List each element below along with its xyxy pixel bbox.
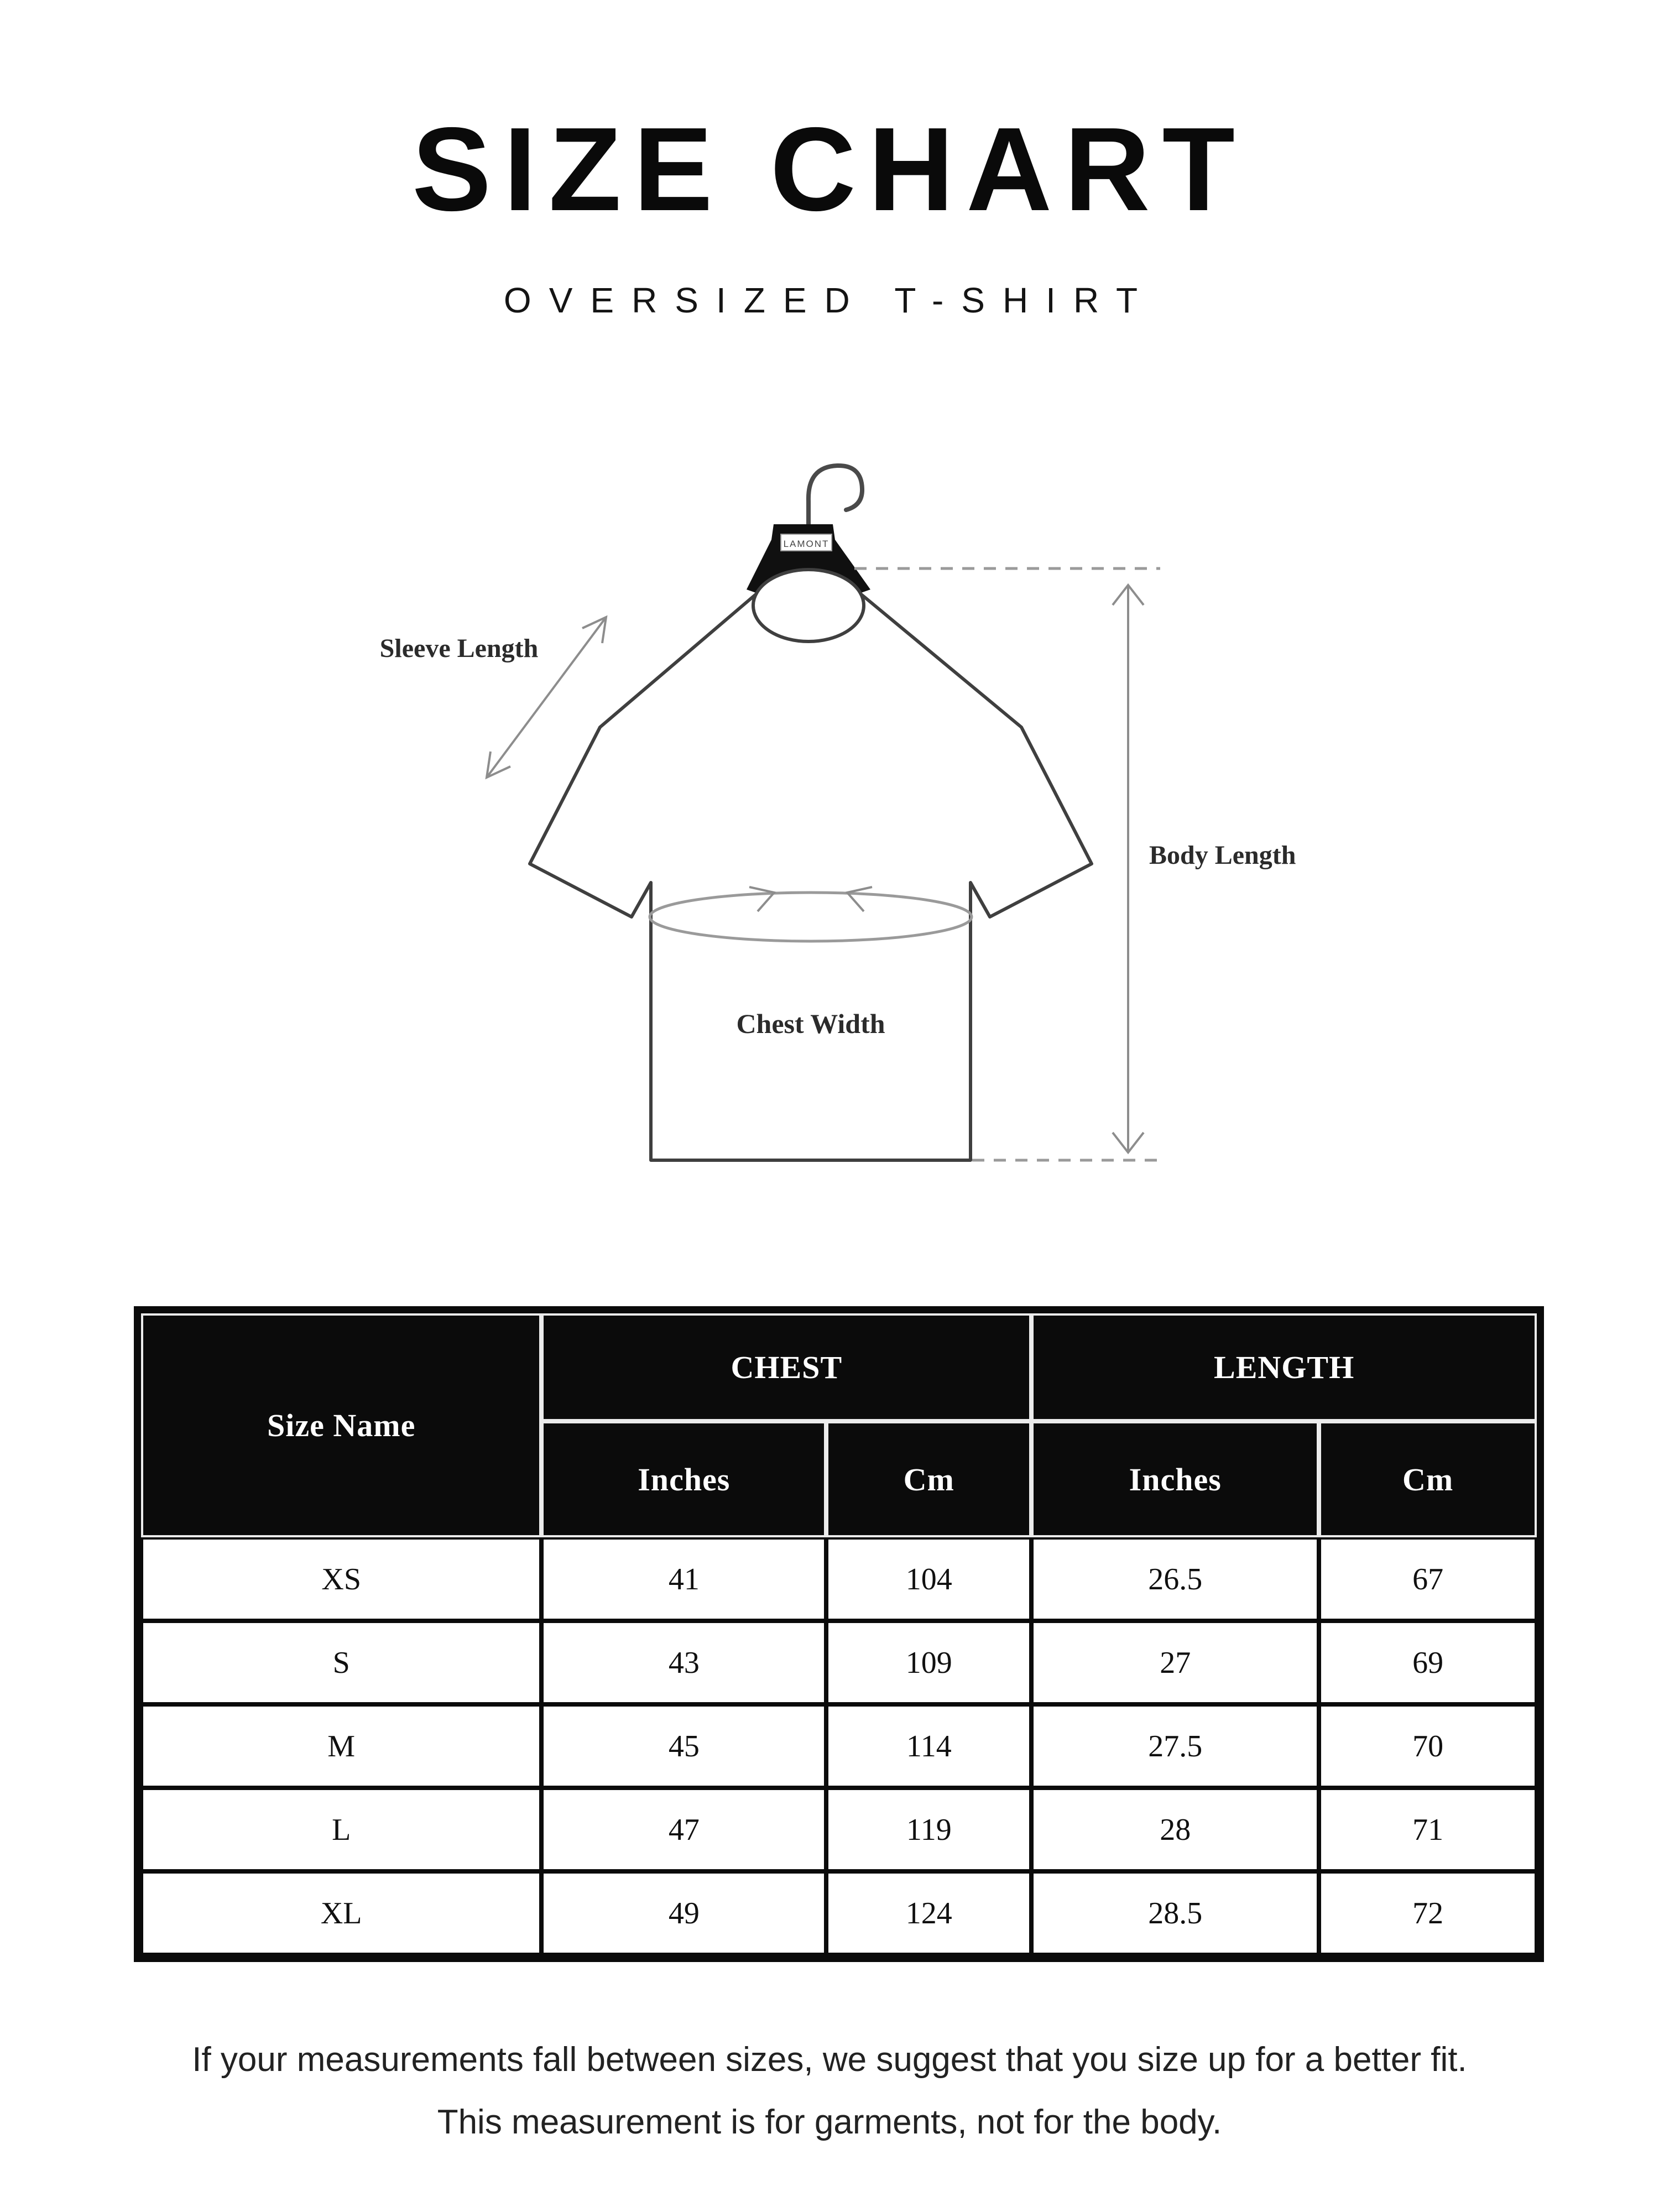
- length-cm-cell: 67: [1319, 1537, 1537, 1621]
- table-header: [141, 1313, 1537, 1537]
- chest-inches-cell: 45: [541, 1704, 826, 1788]
- table-row-xs: [141, 1537, 1537, 1621]
- body-length-label: Body Length: [1149, 841, 1296, 870]
- page-subtitle: OVERSIZED T-SHIRT: [503, 280, 1156, 320]
- sleeve-length-label: Sleeve Length: [379, 634, 539, 663]
- chest-cm-cell: 124: [826, 1871, 1031, 1955]
- length-inches-cell: 27: [1031, 1621, 1319, 1704]
- length-cm-cell: 69: [1319, 1621, 1537, 1704]
- fit-note-line1: If your measurements fall between sizes, we suggest that you size up for a better fit.: [192, 2041, 1467, 2079]
- length-cm-cell: 70: [1319, 1704, 1537, 1788]
- chest-width-label: Chest Width: [736, 1008, 885, 1039]
- table-row-l: [141, 1788, 1537, 1871]
- length-group-header: LENGTH: [1031, 1313, 1537, 1421]
- tshirt-collar: [753, 570, 864, 641]
- table-row-s: [141, 1621, 1537, 1704]
- chest-inches-cell: 47: [541, 1788, 826, 1871]
- length-cm-cell: 71: [1319, 1788, 1537, 1871]
- table-group-header-row: [141, 1313, 1537, 1421]
- chest-cm-cell: 109: [826, 1621, 1031, 1704]
- chest-group-header: CHEST: [541, 1313, 1031, 1421]
- page-title: SIZE CHART: [412, 102, 1247, 236]
- tshirt-measurement-diagram: [343, 453, 1316, 1217]
- chest-cm-cell: 114: [826, 1704, 1031, 1788]
- tshirt-outline: [530, 593, 1092, 1160]
- length-inches-cell: 27.5: [1031, 1704, 1319, 1788]
- hanger-brand-label: LAMONT: [783, 539, 830, 549]
- size-cell: L: [141, 1788, 541, 1871]
- table-row-xl: [141, 1871, 1537, 1955]
- length-inches-cell: 26.5: [1031, 1537, 1319, 1621]
- chest-inches-cell: 41: [541, 1537, 826, 1621]
- chest-inches-cell: 43: [541, 1621, 826, 1704]
- length-inches-header: Inches: [1031, 1421, 1319, 1537]
- chest-cm-cell: 104: [826, 1537, 1031, 1621]
- size-cell: S: [141, 1621, 541, 1704]
- chest-cm-header: Cm: [826, 1421, 1031, 1537]
- fit-note-line2: This measurement is for garments, not for the body.: [437, 2103, 1222, 2141]
- length-cm-cell: 72: [1319, 1871, 1537, 1955]
- size-cell: XL: [141, 1871, 541, 1955]
- chest-cm-cell: 119: [826, 1788, 1031, 1871]
- size-chart-table: [134, 1306, 1544, 1962]
- length-inches-cell: 28: [1031, 1788, 1319, 1871]
- length-inches-cell: 28.5: [1031, 1871, 1319, 1955]
- length-cm-header: Cm: [1319, 1421, 1537, 1537]
- chest-inches-cell: 49: [541, 1871, 826, 1955]
- fit-note: [0, 2028, 1659, 2153]
- hanger-hook-icon: [808, 466, 862, 526]
- chest-inches-header: Inches: [541, 1421, 826, 1537]
- size-cell: XS: [141, 1537, 541, 1621]
- table-row-m: [141, 1704, 1537, 1788]
- size-name-header: Size Name: [141, 1313, 541, 1537]
- size-cell: M: [141, 1704, 541, 1788]
